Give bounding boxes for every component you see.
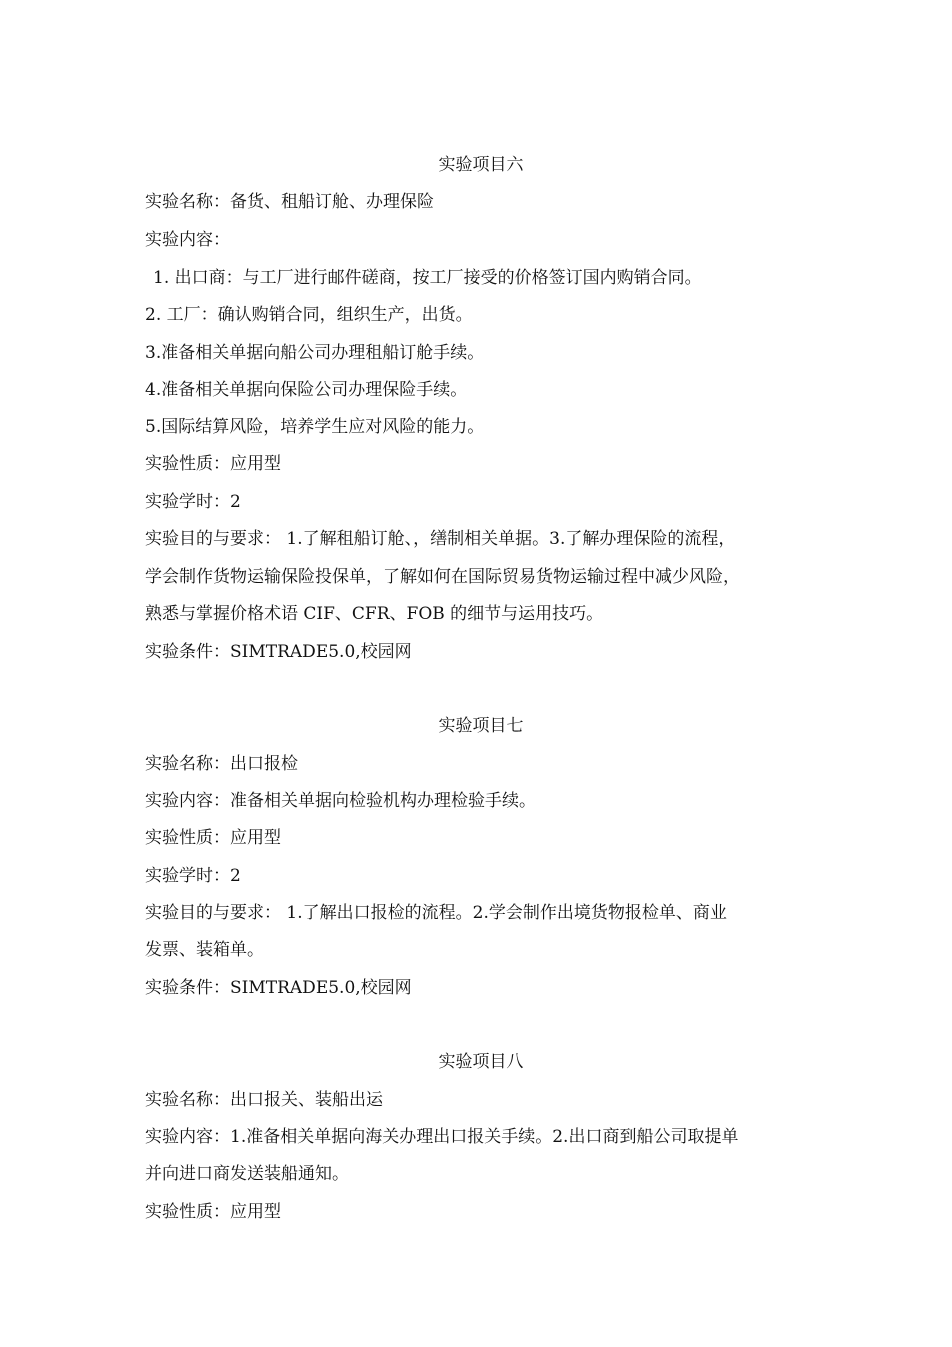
content-item-4: 4.准备相关单据向保险公司办理保险手续。 xyxy=(145,380,468,400)
section-title: 实验项目七 xyxy=(438,716,524,736)
experiment-hours: 实验学时：2 xyxy=(145,866,241,886)
content-item-5: 5.国际结算风险，培养学生应对风险的能力。 xyxy=(145,417,485,437)
experiment-goals-cont: 熟悉与掌握价格术语 CIF、CFR、FOB 的细节与运用技巧。 xyxy=(145,604,604,624)
experiment-goals: 实验目的与要求： 1.了解出口报检的流程。2.学会制作出境货物报检单、商业 xyxy=(145,903,727,923)
content-item-3: 3.准备相关单据向船公司办理租船订舱手续。 xyxy=(145,343,485,363)
content-item-2: 2. 工厂：确认购销合同，组织生产，出货。 xyxy=(145,305,473,325)
experiment-content-cont: 并向进口商发送装船通知。 xyxy=(145,1164,349,1184)
experiment-content: 实验内容：准备相关单据向检验机构办理检验手续。 xyxy=(145,791,536,811)
experiment-name: 实验名称：出口报检 xyxy=(145,754,298,774)
section-title: 实验项目八 xyxy=(438,1052,524,1072)
experiment-content-label: 实验内容： xyxy=(145,230,230,250)
experiment-hours: 实验学时：2 xyxy=(145,492,241,512)
experiment-goals-cont: 学会制作货物运输保险投保单，了解如何在国际贸易货物运输过程中减少风险， xyxy=(145,567,740,587)
experiment-name: 实验名称：备货、租船订舱、办理保险 xyxy=(145,192,434,212)
section-title: 实验项目六 xyxy=(438,155,524,175)
experiment-nature: 实验性质：应用型 xyxy=(145,454,281,474)
content-item-1: 1. 出口商：与工厂进行邮件磋商，按工厂接受的价格签订国内购销合同。 xyxy=(153,268,702,288)
experiment-nature: 实验性质：应用型 xyxy=(145,1202,281,1222)
experiment-goals: 实验目的与要求： 1.了解租船订舱、，缮制相关单据。3.了解办理保险的流程， xyxy=(145,529,736,549)
experiment-conditions: 实验条件：SIMTRADE5.0,校园网 xyxy=(145,642,412,662)
experiment-nature: 实验性质：应用型 xyxy=(145,828,281,848)
experiment-content: 实验内容：1.准备相关单据向海关办理出口报关手续。2.出口商到船公司取提单 xyxy=(145,1127,739,1147)
experiment-goals-cont: 发票、装箱单。 xyxy=(145,940,264,960)
experiment-name: 实验名称：出口报关、装船出运 xyxy=(145,1090,383,1110)
experiment-conditions: 实验条件：SIMTRADE5.0,校园网 xyxy=(145,978,412,998)
